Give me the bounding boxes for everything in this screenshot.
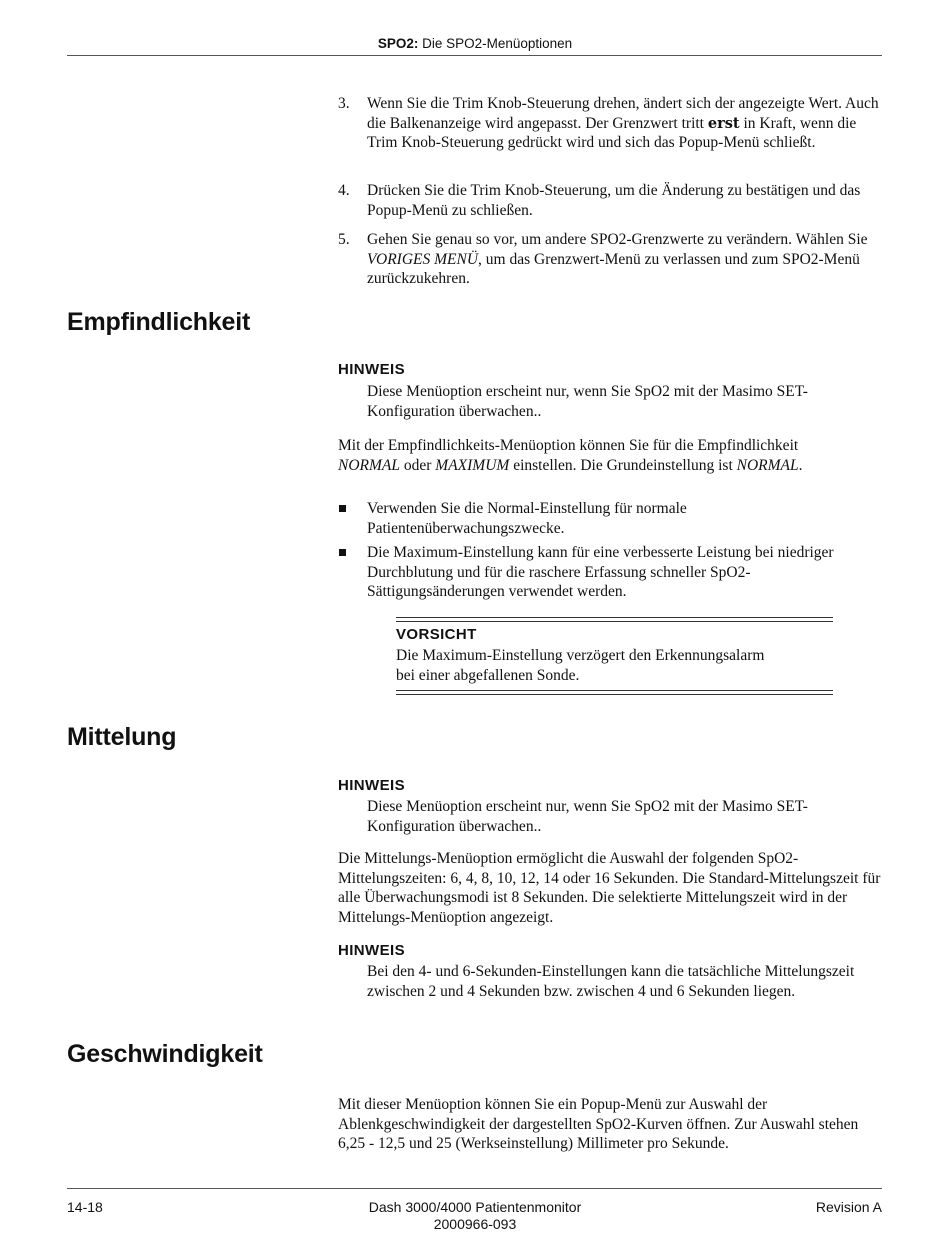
footer-product: Dash 3000/4000 Patientenmonitor	[368, 1199, 582, 1215]
caution-label: VORSICHT	[396, 626, 477, 643]
bullet-square-icon	[339, 549, 346, 556]
bullet-text: Verwenden Sie die Normal-Einstellung für normale Patientenüberwachungszwecke.	[367, 500, 687, 537]
footer-rule	[67, 1188, 882, 1189]
step-text: Gehen Sie genau so vor, um andere SPO2-Grenzwerte zu verändern. Wählen Sie VORIGES MENÜ, um das Grenzwert-Menü zu verlassen und zum SPO2-Menü zurückzukehren.	[367, 231, 868, 287]
header-section: SPO2:	[377, 36, 419, 51]
footer-page-number: 14-18	[67, 1199, 103, 1215]
step-number: 5.	[338, 231, 350, 248]
step-4	[338, 181, 886, 220]
footer-revision: Revision A	[815, 1199, 882, 1215]
step-text: Wenn Sie die Trim Knob-Steuerung drehen, ändert sich der angezeigte Wert. Auch die Balkenanzeige wird angepasst. Der Grenzwert tritt erst in Kraft, wenn die Trim Knob-Steuerung gedrückt wird und sich das Popup-Menü schließt.	[367, 95, 879, 151]
heading-geschwindigkeit: Geschwindigkeit	[67, 1040, 263, 1068]
heading-mittelung: Mittelung	[67, 723, 177, 751]
footer-doc-number: 2000966-093	[433, 1216, 517, 1232]
caution-rule-top-inner	[396, 621, 833, 622]
bullet-text: Die Maximum-Einstellung kann für eine verbesserte Leistung bei niedriger Durchblutung und für die raschere Erfassung schneller SpO2-Sättigungsänderungen verwendet werden.	[367, 544, 834, 600]
header-rule	[67, 55, 882, 56]
heading-empfindlichkeit: Empfindlichkeit	[67, 308, 251, 336]
header-title: Die SPO2-Menüoptionen	[422, 36, 573, 51]
note-text: Diese Menüoption erscheint nur, wenn Sie SpO2 mit der Masimo SET-Konfiguration überwachen..	[367, 798, 808, 835]
caution-text: Die Maximum-Einstellung verzögert den Erkennungsalarm bei einer abgefallenen Sonde.	[396, 647, 765, 684]
step-number: 4.	[338, 182, 350, 199]
note-label: HINWEIS	[338, 777, 405, 794]
emphasis-italic: VORIGES MENÜ	[367, 250, 479, 268]
caution-rule-bottom	[396, 694, 833, 695]
caution-rule-top	[396, 617, 833, 618]
step-3	[338, 94, 886, 153]
empfindlichkeit-intro: Mit der Empfindlichkeits-Menüoption können Sie für die Empfindlichkeit NORMAL oder MAXIMUM einstellen. Die Grundeinstellung ist NORMAL.	[338, 437, 803, 474]
bullet-item	[338, 543, 886, 602]
note-label: HINWEIS	[338, 942, 405, 959]
emphasis-bold: erst	[707, 114, 740, 132]
footer-center	[0, 1199, 950, 1233]
caution-rule-bottom-inner	[396, 690, 833, 691]
bullet-item	[338, 499, 886, 538]
note-text: Bei den 4- und 6-Sekunden-Einstellungen kann die tatsächliche Mittelungszeit zwischen 2 und 4 Sekunden bzw. zwischen 4 und 6 Sekunden liegen.	[367, 963, 855, 1000]
running-header	[0, 36, 950, 51]
note-text: Diese Menüoption erscheint nur, wenn Sie SpO2 mit der Masimo SET-Konfiguration überwachen..	[367, 383, 808, 420]
geschwindigkeit-body: Mit dieser Menüoption können Sie ein Popup-Menü zur Auswahl der Ablenkgeschwindigkeit der dargestellten SpO2-Kurven öffnen. Zur Auswahl stehen 6,25 - 12,5 und 25 (Werkseinstellung) Millimeter pro Sekunde.	[338, 1096, 859, 1152]
step-number: 3.	[338, 95, 350, 112]
bullet-square-icon	[339, 505, 346, 512]
step-text: Drücken Sie die Trim Knob-Steuerung, um die Änderung zu bestätigen und das Popup-Menü zu schließen.	[367, 182, 861, 219]
mittelung-body: Die Mittelungs-Menüoption ermöglicht die Auswahl der folgenden SpO2-Mittelungszeiten: 6, 4, 8, 10, 12, 14 oder 16 Sekunden. Die Standard-Mittelungszeit für alle Überwachungsmodi ist 8 Sekunden. Die selektierte Mittelungszeit wird in der Mittelungs-Menüoption angezeigt.	[338, 850, 881, 926]
note-label: HINWEIS	[338, 361, 405, 378]
step-5	[338, 230, 886, 289]
